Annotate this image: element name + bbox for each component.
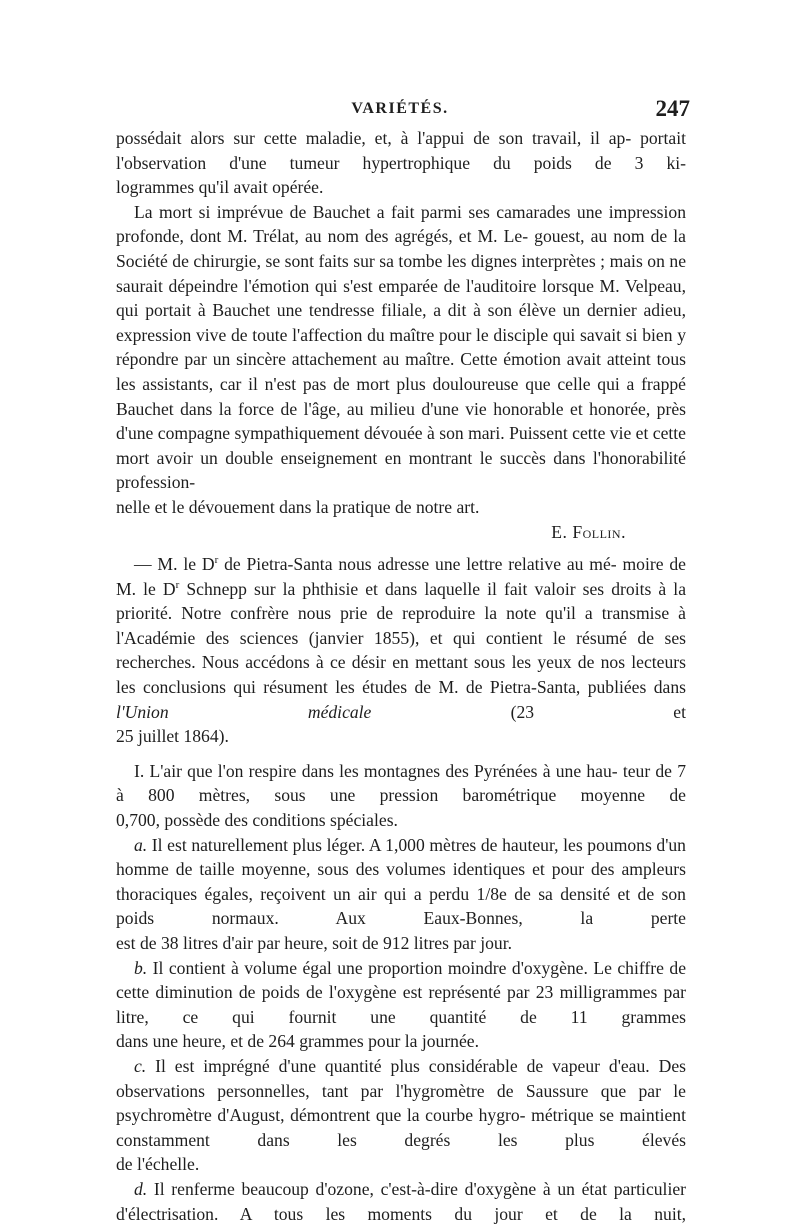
text-line: possédait alors sur cette maladie, et, à l'appui de son travail, il ap- [116, 128, 632, 148]
text-line [134, 554, 617, 574]
text-line: est de 38 litres d'air par heure, soit de 912 litres par jour. [116, 933, 512, 953]
conclusion-a [116, 833, 686, 931]
section-gap [116, 544, 686, 552]
author-signature [116, 520, 686, 545]
text-line [134, 1056, 650, 1076]
superscript: r [214, 554, 219, 567]
text-line: une tendresse filiale, a dit à son élève un dernier adieu, expression [116, 300, 686, 345]
text-line: qui contient le résumé de ses recherches. Nous accédons à ce désir [116, 627, 686, 673]
text-line: atteint tous les assistants, car il n'est pas de mort plus douloureuse [116, 349, 686, 394]
text-fragment: Il renferme beaucoup d'ozone, c'est-à-dire d'oxygène à un état [147, 1178, 608, 1199]
text-fragment: Il contient à volume égal une proportion moindre d'oxygène. Le [147, 957, 612, 978]
text-line: que celle qui a frappé Bauchet dans la force de l'âge, au milieu d'une [116, 373, 686, 419]
signature-name: E. Follin. [551, 521, 626, 542]
text-line: dévouée à son mari. Puissent cette vie et cette mort avoir un double [116, 423, 686, 468]
conclusion-c-end [116, 1152, 686, 1177]
item-label: a. [134, 834, 148, 855]
text-line: portait l'observation d'une tumeur hypertrophique du poids de 3 ki- [116, 128, 686, 173]
text-line: les dignes interprètes ; mais on ne saurait dépeindre l'émotion qui [116, 250, 687, 296]
conclusion-b [116, 956, 686, 1030]
text-line: valoir ses droits à la priorité. Notre confrère nous prie de reproduire [116, 578, 686, 624]
text-line: 25 juillet 1864). [116, 726, 229, 747]
conclusion-I-end [116, 808, 686, 833]
text-line: la note qu'il a transmise à l'Académie des sciences (janvier 1855), et [116, 603, 686, 648]
text-line: dans une heure, et de 264 grammes pour la journée. [116, 1031, 479, 1052]
text-fragment: moire de M. le D [116, 554, 686, 599]
paragraph-continued [116, 126, 686, 175]
text-line: La mort si imprévue de Bauchet a fait parmi ses camarades une [134, 201, 603, 222]
text-line: teur de 7 à 800 mètres, sous une pression barométrique moyenne de [116, 760, 686, 806]
conclusion-a-end [116, 931, 686, 956]
text-line: chiffre de cette diminution de poids de l'oxygène est représenté par [116, 957, 686, 1003]
text-line [134, 958, 612, 978]
text-fragment: Il est naturellement plus léger. A 1,000 mètres de hauteur, les [147, 834, 583, 855]
text-fragment: Schnepp sur la phthisie et dans laquelle il fait [179, 578, 528, 599]
text-line: vive de toute l'affection du maître pour le disciple qui savait si bien y [195, 324, 686, 345]
text-line: logrammes qu'il avait opérée. [116, 177, 324, 198]
text-line: gouest, au nom de la Société de chirurgie, se sont faits sur sa tombe [116, 226, 686, 271]
paragraph-bauchet [116, 200, 686, 495]
text-line: répondre par un sincère attachement au maître. Cette émotion avait [116, 349, 601, 370]
page-body [116, 126, 686, 1226]
page-number: 247 [655, 96, 690, 121]
text-line [134, 1179, 607, 1199]
text-line: I. L'air que l'on respire dans les montagnes des Pyrénées à une hau- [134, 760, 618, 781]
section-gap [116, 749, 686, 759]
text-line: s'est emparée de l'auditoire lorsque M. Velpeau, qui portait à Bauchet [116, 275, 687, 321]
item-label: b. [134, 957, 148, 978]
text-line: vie honorable et honorée, près d'une compagne sympathiquement [116, 398, 686, 444]
text-line: poumons d'un homme de taille moyenne, sous des volumes identiques [116, 834, 686, 880]
text-fragment: — M. le D [134, 554, 215, 575]
text-line: et pour des ampleurs thoraciques égales, reçoivent un air qui a perdu [116, 859, 686, 904]
paragraph-pietra-santa [116, 552, 686, 724]
text-line: impression profonde, dont M. Trélat, au nom des agrégés, et M. Le- [116, 201, 686, 247]
journal-title: l'Union médicale [116, 701, 372, 722]
conclusion-b-end [116, 1029, 686, 1054]
text-line: 1/8e de sa densité et de son poids normaux. Aux Eaux-Bonnes, la perte [116, 883, 686, 929]
text-line: de l'échelle. [116, 1154, 200, 1175]
text-line: en mettant sous les yeux de nos lecteurs les conclusions qui résument [116, 652, 686, 698]
text-line: particulier d'électrisation. A tous les moments du jour et de la nuit, [116, 1178, 686, 1224]
text-fragment: Il est imprégné d'une quantité plus considérable de vapeur d'eau. [146, 1055, 650, 1076]
text-line: Des observations personnelles, tant par l'hygromètre de Saussure [116, 1055, 686, 1101]
text-line: enseignement en montrant le succès dans l'honorabilité profession- [116, 447, 686, 493]
text-line: nelle et le dévouement dans la pratique de notre art. [116, 496, 480, 517]
item-label: c. [134, 1055, 147, 1076]
text-fragment: les études de M. de Pietra-Santa, publiées dans [335, 677, 686, 698]
superscript: r [175, 578, 180, 591]
text-line [134, 835, 583, 855]
running-title: VARIÉTÉS. [351, 100, 449, 117]
text-fragment: de Pietra-Santa nous adresse une lettre relative au mé- [218, 554, 617, 575]
text-line: 23 milligrammes par litre, ce qui fournit une quantité de 11 grammes [116, 982, 686, 1027]
conclusion-d [116, 1177, 686, 1226]
text-line: que par le psychromètre d'August, démontrent que la courbe hygro- [116, 1080, 686, 1126]
paragraph-bauchet-end [116, 495, 686, 520]
conclusion-I [116, 759, 686, 808]
paragraph-continued-end [116, 175, 686, 200]
conclusion-c [116, 1054, 686, 1152]
text-line: métrique se maintient constamment dans les degrés les plus élevés [116, 1105, 686, 1150]
item-label: d. [134, 1178, 148, 1199]
text-fragment: (23 et [371, 701, 686, 722]
paragraph-pietra-santa-end [116, 724, 686, 749]
text-line: 0,700, possède des conditions spéciales. [116, 810, 398, 831]
